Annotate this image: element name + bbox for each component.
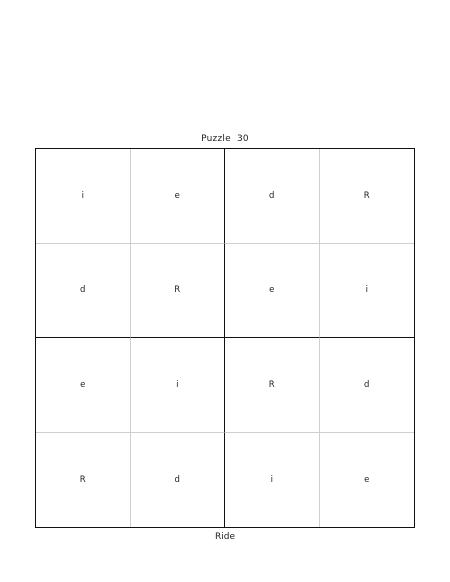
- grid-cell[interactable]: i: [131, 338, 226, 433]
- grid-cell[interactable]: i: [36, 149, 131, 244]
- grid-cell[interactable]: R: [36, 433, 131, 528]
- grid-cell[interactable]: d: [225, 149, 320, 244]
- grid-cell[interactable]: d: [131, 433, 226, 528]
- grid-cell[interactable]: R: [131, 244, 226, 339]
- grid-cell[interactable]: e: [225, 244, 320, 339]
- puzzle-board: [35, 148, 415, 528]
- grid-cell[interactable]: e: [364, 474, 370, 485]
- grid-cell[interactable]: e: [36, 338, 131, 433]
- puzzle-title: Puzzle 30: [201, 134, 249, 144]
- grid-cell[interactable]: i: [225, 433, 320, 528]
- grid-cell[interactable]: e: [131, 149, 226, 244]
- grid-cell[interactable]: R: [320, 149, 415, 244]
- grid-cell[interactable]: R: [225, 338, 320, 433]
- grid-cell[interactable]: i: [320, 244, 415, 339]
- grid-cell[interactable]: d: [320, 338, 415, 433]
- puzzle-word: Ride: [214, 532, 235, 542]
- grid-cell[interactable]: d: [36, 244, 131, 339]
